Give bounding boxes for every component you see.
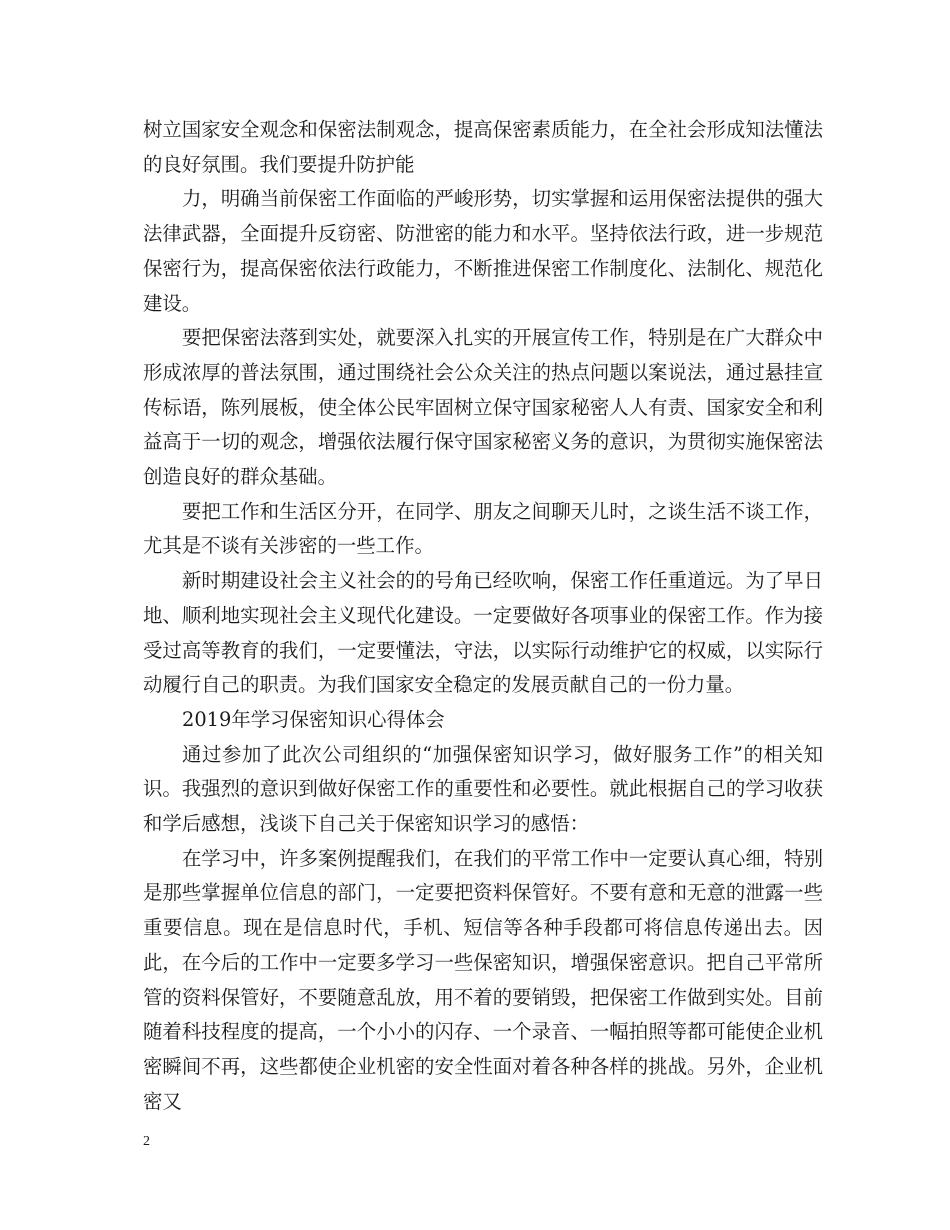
paragraph-1: 树立国家安全观念和保密法制观念，提高保密素质能力，在全社会形成知法懂法的良好氛围。我们要提升防护能 (143, 118, 823, 176)
paragraph-3: 要把保密法落到实处，就要深入扎实的开展宣传工作，特别是在广大群众中形成浓厚的普法氛围，通过围绕社会公众关注的热点问题以案说法，通过悬挂宣传标语，陈列展板，使全体公民牢固树立保守国家秘密人人有责、国家安全和利益高于一切的观念，增强依法履行保守国家秘密义务的意识，为贯彻实施保密法创造良好的群众基础。 (143, 326, 823, 489)
paragraph-2: 力，明确当前保密工作面临的严峻形势，切实掌握和运用保密法提供的强大法律武器，全面提升反窃密、防泄密的能力和水平。坚持依法行政，进一步规范保密行为，提高保密依法行政能力，不断推进保密工作制度化、法制化、规范化建设。 (143, 187, 823, 315)
document-body (143, 113, 823, 1119)
paragraph-6: 通过参加了此次公司组织的“加强保密知识学习，做好服务工作”的相关知识。我强烈的意识到做好保密工作的重要性和必要性。就此根据自己的学习收获和学后感想，浅谈下自己关于保密知识学习的感悟： (143, 742, 823, 836)
paragraph-5: 新时期建设社会主义社会的的号角已经吹响，保密工作任重道远。为了早日地、顺利地实现社会主义现代化建设。一定要做好各项事业的保密工作。作为接受过高等教育的我们，一定要懂法，守法，以实际行动维护它的权威，以实际行动履行自己的职责。为我们国家安全稳定的发展贡献自己的一份力量。 (143, 569, 823, 697)
page-number: 2 (143, 1134, 150, 1149)
paragraph-7: 在学习中，许多案例提醒我们，在我们的平常工作中一定要认真心细，特别是那些掌握单位信息的部门，一定要把资料保管好。不要有意和无意的泄露一些重要信息。现在是信息时代，手机、短信等各种手段都可将信息传递出去。因此，在今后的工作中一定要多学习一些保密知识，增强保密意识。把自己平常所管的资料保管好，不要随意乱放，用不着的要销毁，把保密工作做到实处。目前随着科技程度的提高，一个小小的闪存、一个录音、一幅拍照等都可能使企业机密瞬间不再，这些都使企业机密的安全性面对着各种各样的挑战。另外，企业机密又 (143, 846, 823, 1113)
paragraph-4: 要把工作和生活区分开，在同学、朋友之间聊天儿时，之谈生活不谈工作，尤其是不谈有关涉密的一些工作。 (143, 499, 823, 558)
section-heading: 2019年学习保密知识心得体会 (182, 707, 445, 731)
